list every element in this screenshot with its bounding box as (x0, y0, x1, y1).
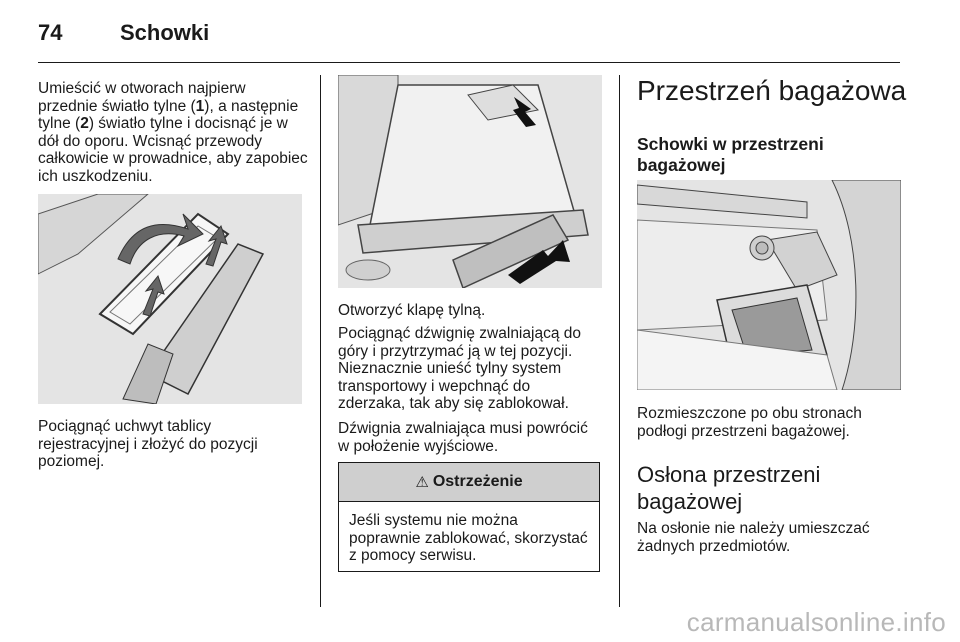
warning-box (338, 462, 600, 572)
storage-description: Rozmieszczone po obu stronach podłogi przestrzeni bagażowej. (637, 405, 862, 440)
intro-text-2: ), a następnie tylne ( (38, 97, 299, 132)
lever-return-text: Dźwignia zwalniająca musi powrócić w położenie wyjściowe. (338, 420, 588, 455)
intro-text-1: Umieścić w otworach najpierw przednie światło tylne ( (38, 80, 246, 115)
cover-description: Na osłonie nie należy umieszczać żadnych przedmiotów. (637, 520, 870, 555)
intro-text-3: ) światło tylne i docisnąć je w dół do oporu. Wcisnąć przewody całkowicie w prowadnice, aby zapobiec ich uszkodzeniu. (38, 115, 308, 185)
chapter-title: Schowki (120, 20, 210, 45)
license-plate-holder-illustration (38, 194, 302, 404)
callout-number: 2 (80, 115, 89, 132)
header-rule (38, 62, 900, 63)
warning-header (339, 463, 599, 502)
plate-holder-caption: Pociągnąć uchwyt tablicy rejestracyjnej i złożyć do pozycji poziomej. (38, 418, 258, 470)
warning-text: Jeśli systemu nie można poprawnie zablokować, skorzystać z pomocy serwisu. (349, 512, 588, 564)
luggage-storage-illustration (637, 180, 901, 390)
warning-triangle-icon: ⚠ (415, 474, 429, 491)
cover-subheading: Osłona przestrzeni bagażowej (637, 462, 821, 514)
trunk-release-illustration (338, 75, 602, 288)
section-heading: Przestrzeń bagażowa (637, 75, 907, 106)
page-number: 74 (38, 20, 63, 45)
watermark: carmanualsonline.info (686, 607, 946, 637)
callout-number: 1 (195, 97, 205, 115)
open-tailgate-text: Otworzyć klapę tylną. (338, 302, 486, 319)
column-divider (619, 75, 620, 607)
warning-title: Ostrzeżenie (432, 473, 523, 490)
column-divider (320, 75, 321, 607)
release-lever-text: Pociągnąć dźwignię zwalniającą do góry i przytrzymać ją w tej pozycji. Nieznacznie unieść tylny system transportowy i wepchnąć do zderzaka, tak aby się zablokował. (338, 325, 581, 412)
intro-paragraph (38, 80, 308, 185)
storage-subheading: Schowki w przestrzeni bagażowej (637, 134, 824, 175)
